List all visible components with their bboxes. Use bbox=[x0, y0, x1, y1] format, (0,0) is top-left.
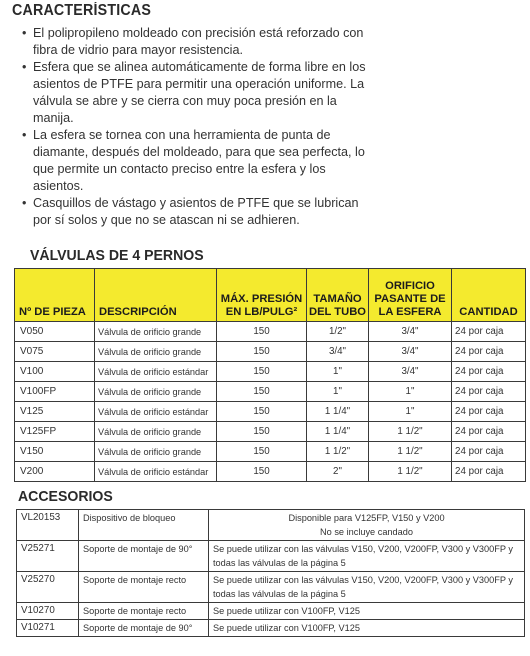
table-row bbox=[17, 510, 525, 541]
max-pressure: 150 bbox=[217, 402, 307, 422]
pipe-size: 1 1/4" bbox=[307, 422, 369, 442]
quantity: 24 por caja bbox=[452, 342, 526, 362]
header-quantity: CANTIDAD bbox=[452, 269, 526, 322]
table-row bbox=[15, 322, 526, 342]
ball-orifice: 1" bbox=[369, 382, 452, 402]
features-list bbox=[22, 25, 367, 229]
max-pressure: 150 bbox=[217, 342, 307, 362]
ball-orifice: 1" bbox=[369, 402, 452, 422]
max-pressure: 150 bbox=[217, 362, 307, 382]
accessory-description: Soporte de montaje recto bbox=[79, 572, 209, 603]
accessories-heading: ACCESORIOS bbox=[18, 488, 113, 505]
header-orifice: ORIFICIO PASANTE DE LA ESFERA bbox=[369, 269, 452, 322]
max-pressure: 150 bbox=[217, 422, 307, 442]
accessory-note-line: No se incluye candado bbox=[320, 527, 413, 537]
ball-orifice: 3/4" bbox=[369, 342, 452, 362]
accessory-note-line: Se puede utilizar con las válvulas V150, V200, V200FP, V300 y V300FP y bbox=[213, 575, 513, 585]
ball-orifice: 1 1/2" bbox=[369, 422, 452, 442]
accessory-note-line: Se puede utilizar con V100FP, V125 bbox=[213, 606, 360, 616]
accessory-description: Soporte de montaje recto bbox=[79, 603, 209, 620]
features-heading: CARACTERÍSTICAS bbox=[12, 2, 152, 19]
feature-item: • Casquillos de vástago y asientos de PTFE que se lubrican por sí solos y que no se atascan ni se adhieren. bbox=[22, 195, 367, 229]
valve-description: Válvula de orificio grande bbox=[95, 322, 217, 342]
table-row bbox=[17, 541, 525, 572]
part-number: V050 bbox=[15, 322, 95, 342]
header-description: DESCRIPCIÓN bbox=[95, 269, 217, 322]
table-row bbox=[15, 402, 526, 422]
pipe-size: 3/4" bbox=[307, 342, 369, 362]
valve-description: Válvula de orificio estándar bbox=[95, 462, 217, 482]
accessory-part-number: V25271 bbox=[17, 541, 79, 572]
accessory-note-line: Disponible para V125FP, V150 y V200 bbox=[288, 513, 445, 523]
valve-description: Válvula de orificio grande bbox=[95, 342, 217, 362]
valve-description: Válvula de orificio grande bbox=[95, 422, 217, 442]
valve-description: Válvula de orificio estándar bbox=[95, 362, 217, 382]
header-part: Nº DE PIEZA bbox=[15, 269, 95, 322]
quantity: 24 por caja bbox=[452, 322, 526, 342]
valves-table bbox=[14, 268, 526, 482]
table-row bbox=[17, 572, 525, 603]
feature-item: • El polipropileno moldeado con precisión está reforzado con fibra de vidrio para mayor resistencia. bbox=[22, 25, 367, 59]
accessory-note-line: Se puede utilizar con V100FP, V125 bbox=[213, 623, 360, 633]
accessories-table bbox=[16, 509, 525, 637]
part-number: V125FP bbox=[15, 422, 95, 442]
valves-header-row bbox=[15, 269, 526, 322]
valve-description: Válvula de orificio grande bbox=[95, 382, 217, 402]
accessory-note-line: todas las válvulas de la página 5 bbox=[213, 589, 346, 599]
quantity: 24 por caja bbox=[452, 362, 526, 382]
accessory-note-line: todas las válvulas de la página 5 bbox=[213, 558, 346, 568]
accessory-note-line: Se puede utilizar con las válvulas V150, V200, V200FP, V300 y V300FP y bbox=[213, 544, 513, 554]
table-row bbox=[17, 620, 525, 637]
quantity: 24 por caja bbox=[452, 402, 526, 422]
quantity: 24 por caja bbox=[452, 422, 526, 442]
part-number: V075 bbox=[15, 342, 95, 362]
pipe-size: 1" bbox=[307, 362, 369, 382]
header-pressure: MÁX. PRESIÓN EN LB/PULG² bbox=[217, 269, 307, 322]
table-row bbox=[15, 462, 526, 482]
part-number: V100 bbox=[15, 362, 95, 382]
accessory-notes bbox=[209, 603, 525, 620]
accessory-notes bbox=[209, 510, 525, 541]
header-pipe-size: TAMAÑO DEL TUBO bbox=[307, 269, 369, 322]
accessory-part-number: V10270 bbox=[17, 603, 79, 620]
accessory-part-number: V10271 bbox=[17, 620, 79, 637]
table-row bbox=[15, 362, 526, 382]
pipe-size: 1 1/4" bbox=[307, 402, 369, 422]
valves-heading: VÁLVULAS DE 4 PERNOS bbox=[30, 247, 204, 264]
max-pressure: 150 bbox=[217, 442, 307, 462]
pipe-size: 1" bbox=[307, 382, 369, 402]
valve-description: Válvula de orificio estándar bbox=[95, 402, 217, 422]
quantity: 24 por caja bbox=[452, 462, 526, 482]
part-number: V150 bbox=[15, 442, 95, 462]
feature-item: • Esfera que se alinea automáticamente de forma libre en los asientos de PTFE para permitir una operación uniforme. La válvula se abre y se cierra con muy poca presión en la manija. bbox=[22, 59, 367, 127]
valve-description: Válvula de orificio grande bbox=[95, 442, 217, 462]
pipe-size: 1 1/2" bbox=[307, 442, 369, 462]
accessory-part-number: VL20153 bbox=[17, 510, 79, 541]
ball-orifice: 3/4" bbox=[369, 322, 452, 342]
accessory-description: Dispositivo de bloqueo bbox=[79, 510, 209, 541]
feature-item: • La esfera se tornea con una herramienta de punta de diamante, después del moldeado, para que sea perfecta, lo que permite un contacto preciso entre la esfera y los asientos. bbox=[22, 127, 367, 195]
pipe-size: 1/2" bbox=[307, 322, 369, 342]
accessory-notes bbox=[209, 572, 525, 603]
accessory-notes bbox=[209, 541, 525, 572]
part-number: V125 bbox=[15, 402, 95, 422]
max-pressure: 150 bbox=[217, 322, 307, 342]
quantity: 24 por caja bbox=[452, 442, 526, 462]
ball-orifice: 3/4" bbox=[369, 362, 452, 382]
accessory-description: Soporte de montaje de 90° bbox=[79, 541, 209, 572]
accessory-description: Soporte de montaje de 90° bbox=[79, 620, 209, 637]
table-row bbox=[17, 603, 525, 620]
max-pressure: 150 bbox=[217, 382, 307, 402]
max-pressure: 150 bbox=[217, 462, 307, 482]
part-number: V200 bbox=[15, 462, 95, 482]
pipe-size: 2" bbox=[307, 462, 369, 482]
table-row bbox=[15, 342, 526, 362]
ball-orifice: 1 1/2" bbox=[369, 442, 452, 462]
accessory-notes bbox=[209, 620, 525, 637]
ball-orifice: 1 1/2" bbox=[369, 462, 452, 482]
table-row bbox=[15, 382, 526, 402]
part-number: V100FP bbox=[15, 382, 95, 402]
quantity: 24 por caja bbox=[452, 382, 526, 402]
table-row bbox=[15, 442, 526, 462]
accessory-part-number: V25270 bbox=[17, 572, 79, 603]
table-row bbox=[15, 422, 526, 442]
